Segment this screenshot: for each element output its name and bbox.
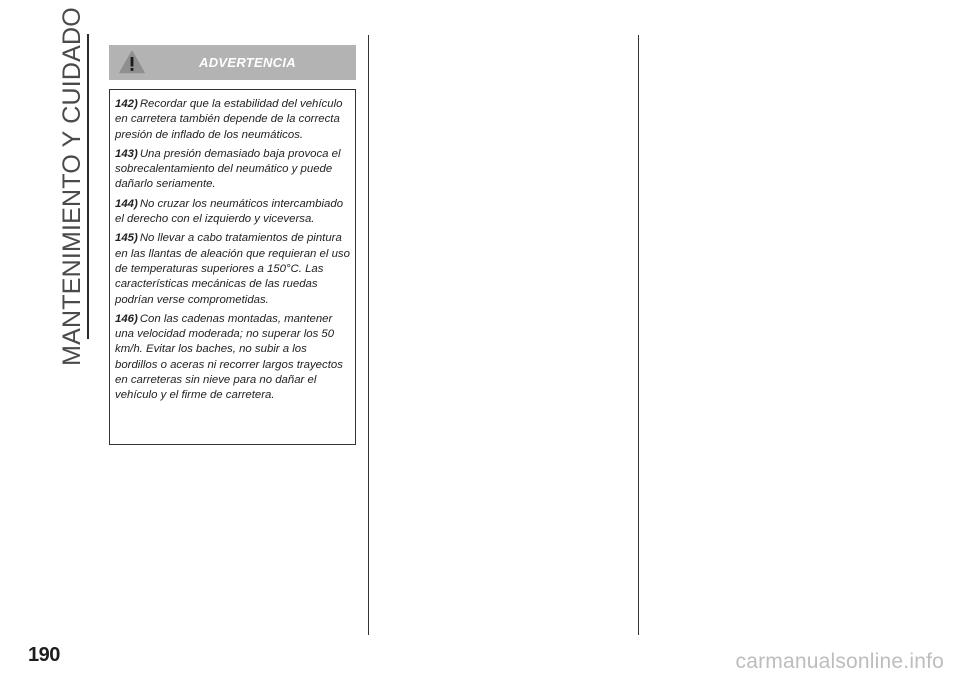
section-title-rule	[87, 34, 89, 339]
warning-note	[115, 231, 352, 307]
warning-note	[115, 97, 352, 143]
note-text: Con las cadenas montadas, mantener una velocidad moderada; no superar los 50 km/h. Evitar los baches, no subir a los bordillos o aceras ni recorrer largos trayectos en carreteras sin nieve para no dañar el vehículo y el firme de carretera.	[115, 312, 343, 402]
column-divider-1	[368, 35, 369, 635]
warning-note	[115, 197, 352, 228]
section-title-text: MANTENIMIENTO Y CUIDADO	[57, 6, 86, 366]
note-number: 144)	[115, 197, 138, 210]
note-text: Una presión demasiado baja provoca el sobrecalentamiento del neumático y puede dañarlo seriamente.	[115, 147, 341, 191]
note-number: 145)	[115, 232, 138, 245]
page-number: 190	[28, 644, 60, 666]
warning-title: ADVERTENCIA	[199, 55, 296, 70]
note-text: No cruzar los neumáticos intercambiado el derecho con el izquierdo y viceversa.	[115, 197, 344, 226]
watermark-text: carmanualsonline.info	[735, 650, 944, 673]
note-text: No llevar a cabo tratamientos de pintura en las llantas de aleación que requieran el uso de temperaturas superiores a 150°C. Las características mecánicas de las ruedas podrían verse comprometidas.	[115, 232, 350, 306]
warning-box	[109, 45, 356, 445]
warning-header	[109, 45, 356, 80]
column-divider-2	[638, 35, 639, 635]
warning-body	[109, 89, 356, 445]
warning-note	[115, 147, 352, 193]
note-number: 142)	[115, 98, 138, 110]
note-number: 146)	[115, 312, 138, 325]
warning-note	[115, 312, 352, 404]
note-text: Recordar que la estabilidad del vehículo en carretera también depende de la correcta presión de inflado de los neumáticos.	[115, 98, 343, 141]
note-number: 143)	[115, 147, 138, 160]
section-title	[54, 6, 90, 366]
